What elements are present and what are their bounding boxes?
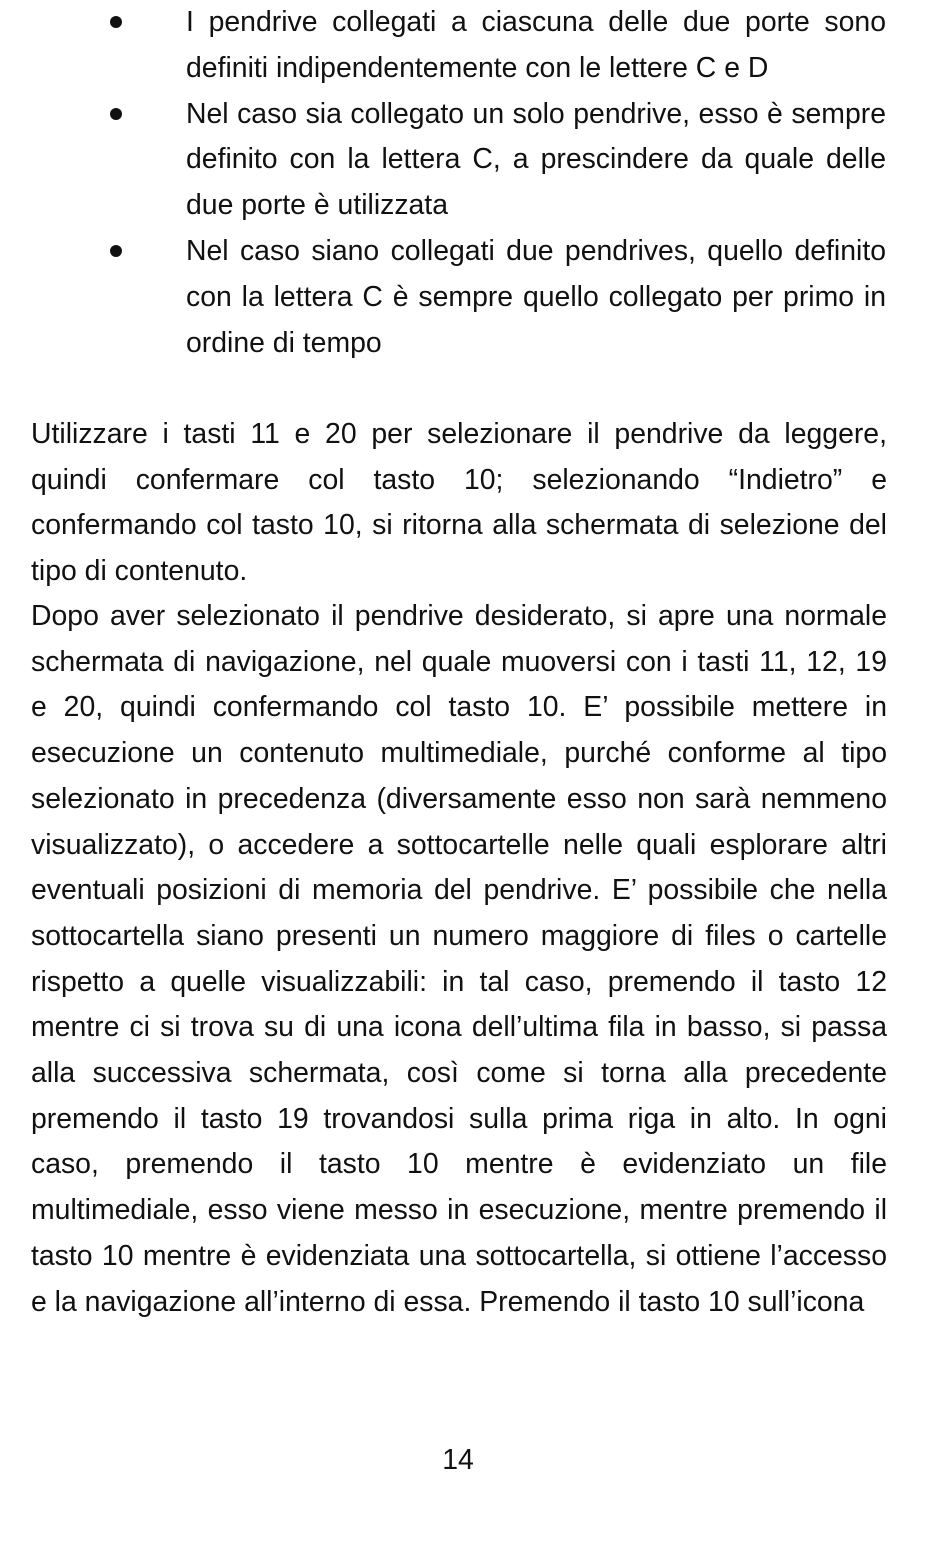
bullet-text: Nel caso sia collegato un solo pendrive, esso è sempre definito con la lettera C, a prescindere da quale delle due porte è utilizzata bbox=[186, 97, 886, 222]
bullet-dot-icon bbox=[110, 245, 122, 257]
paragraph-pendrive-selection: Utilizzare i tasti 11 e 20 per selezionare il pendrive da leggere, quindi confermare col tasto 10; selezionando “Indietro” e confermando col tasto 10, si ritorna alla schermata di selezione del tipo di contenuto. bbox=[31, 418, 887, 588]
bullet-list bbox=[0, 0, 950, 366]
bullet-text: I pendrive collegati a ciascuna delle due porte sono definiti indipendentemente con le lettere C e D bbox=[186, 6, 886, 84]
page-number: 14 bbox=[442, 1444, 474, 1476]
bullet-text: Nel caso siano collegati due pendrives, quello definito con la lettera C è sempre quello collegato per primo in ordine di tempo bbox=[186, 234, 886, 359]
bullet-dot-icon bbox=[110, 108, 122, 120]
bullet-item bbox=[0, 0, 886, 92]
bullet-item bbox=[0, 229, 886, 366]
paragraph-navigation: Dopo aver selezionato il pendrive desiderato, si apre una normale schermata di navigazione, nel quale muoversi con i tasti 11, 12, 19 e 20, quindi confermando col tasto 10. E’ possibile mettere in esecuzione un contenuto multimediale, purché conforme al tipo selezionato in precedenza (diversamente esso non sarà nemmeno visualizzato), o accedere a sottocartelle nelle quali esplorare altri eventuali posizioni di memoria del pendrive. E’ possibile che nella sottocartella siano presenti un numero maggiore di files o cartelle rispetto a quelle visualizzabili: in tal caso, premendo il tasto 12 mentre ci si trova su di una icona dell’ultima fila in basso, si passa alla successiva schermata, così come si torna alla precedente premendo il tasto 19 trovandosi sulla prima riga in alto. In ogni caso, premendo il tasto 10 mentre è evidenziato un file multimediale, esso viene messo in esecuzione, mentre premendo il tasto 10 mentre è evidenziata una sottocartella, si ottiene l’accesso e la navigazione all’interno di essa. Premendo il tasto 10 sull’icona bbox=[31, 600, 887, 1318]
bullet-dot-icon bbox=[110, 16, 122, 28]
bullet-item bbox=[0, 92, 886, 229]
